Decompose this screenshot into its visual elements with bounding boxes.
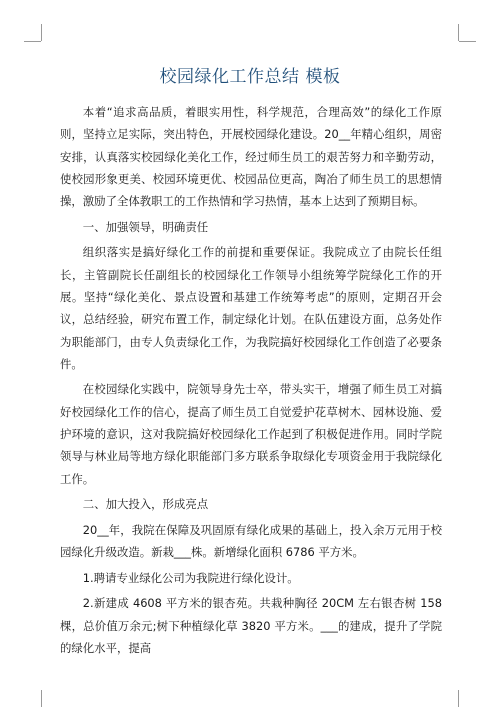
section-heading: 二、加大投入，形成亮点	[82, 497, 209, 512]
body-paragraph: 在校园绿化实践中，院领导身先士卒，带头实干，增强了师生员工对搞好校园绿化工作的信心，提高了师生员工自觉爱护花草树木、园林设施、爱护环境的意识，这对我院搞好校园绿化工作起到了积极促进作用。同时学院领导与林业局等地方绿化职能部门多方联系争取绿化专项资金用于我院绿化工作。	[60, 382, 442, 486]
body-paragraph: 组织落实是搞好绿化工作的前提和重要保证。我院成立了由院长任组长，主管副院长任副组长的校园绿化工作领导小组统筹学院绿化工作的开展。坚持“绿化美化、景点设置和基建工作统筹考虑”的原则，定期召开会议，总结经验，研究布置工作，制定绿化计划。在队伍建设方面，总务处作为职能部门，由专人负责绿化工作，为我院搞好校园绿化工作创造了必要条件。	[60, 245, 442, 371]
document-title: 校园绿化工作总结 模板	[159, 67, 341, 87]
list-item: 2.新建成 4608 平方米的银杏苑。共栽种胸径 20CM 左右银杏树 158 棵，总价值万余元;树下种植绿化草 3820 平方米。___的建成，提升了学院的绿化水平，提高	[60, 596, 442, 655]
document-body	[60, 101, 442, 663]
list-item: 1.聘请专业绿化公司为我院进行绿化设计。	[82, 570, 299, 585]
crop-mark-bottom-right	[458, 690, 459, 707]
body-paragraph: 20__年，我院在保障及巩固原有绿化成果的基础上，投入余万元用于校园绿化升级改造。新栽___株。新增绿化面积 6786 平方米。	[60, 522, 442, 560]
intro-paragraph: 本着“追求高品质，着眼实用性，科学规范，合理高效”的绿化工作原则，坚持立足实际，突出特色，开展校园绿化建设。20__年精心组织，周密安排，认真落实校园绿化美化工作，经过师生员工的艰苦努力和辛勤劳动，使校园形象更美、校园环境更优、校园品位更高，陶冶了师生员工的思想情操，激励了全体教职工的工作热情和学习热情，基本上达到了预期目标。	[60, 105, 442, 209]
crop-mark-top-left	[24, 41, 41, 42]
crop-mark-top-left	[41, 24, 42, 41]
crop-mark-top-right	[458, 24, 459, 41]
crop-mark-bottom-left	[41, 690, 42, 707]
section-heading: 一、加强领导，明确责任	[82, 219, 209, 234]
crop-mark-top-right	[459, 41, 476, 42]
